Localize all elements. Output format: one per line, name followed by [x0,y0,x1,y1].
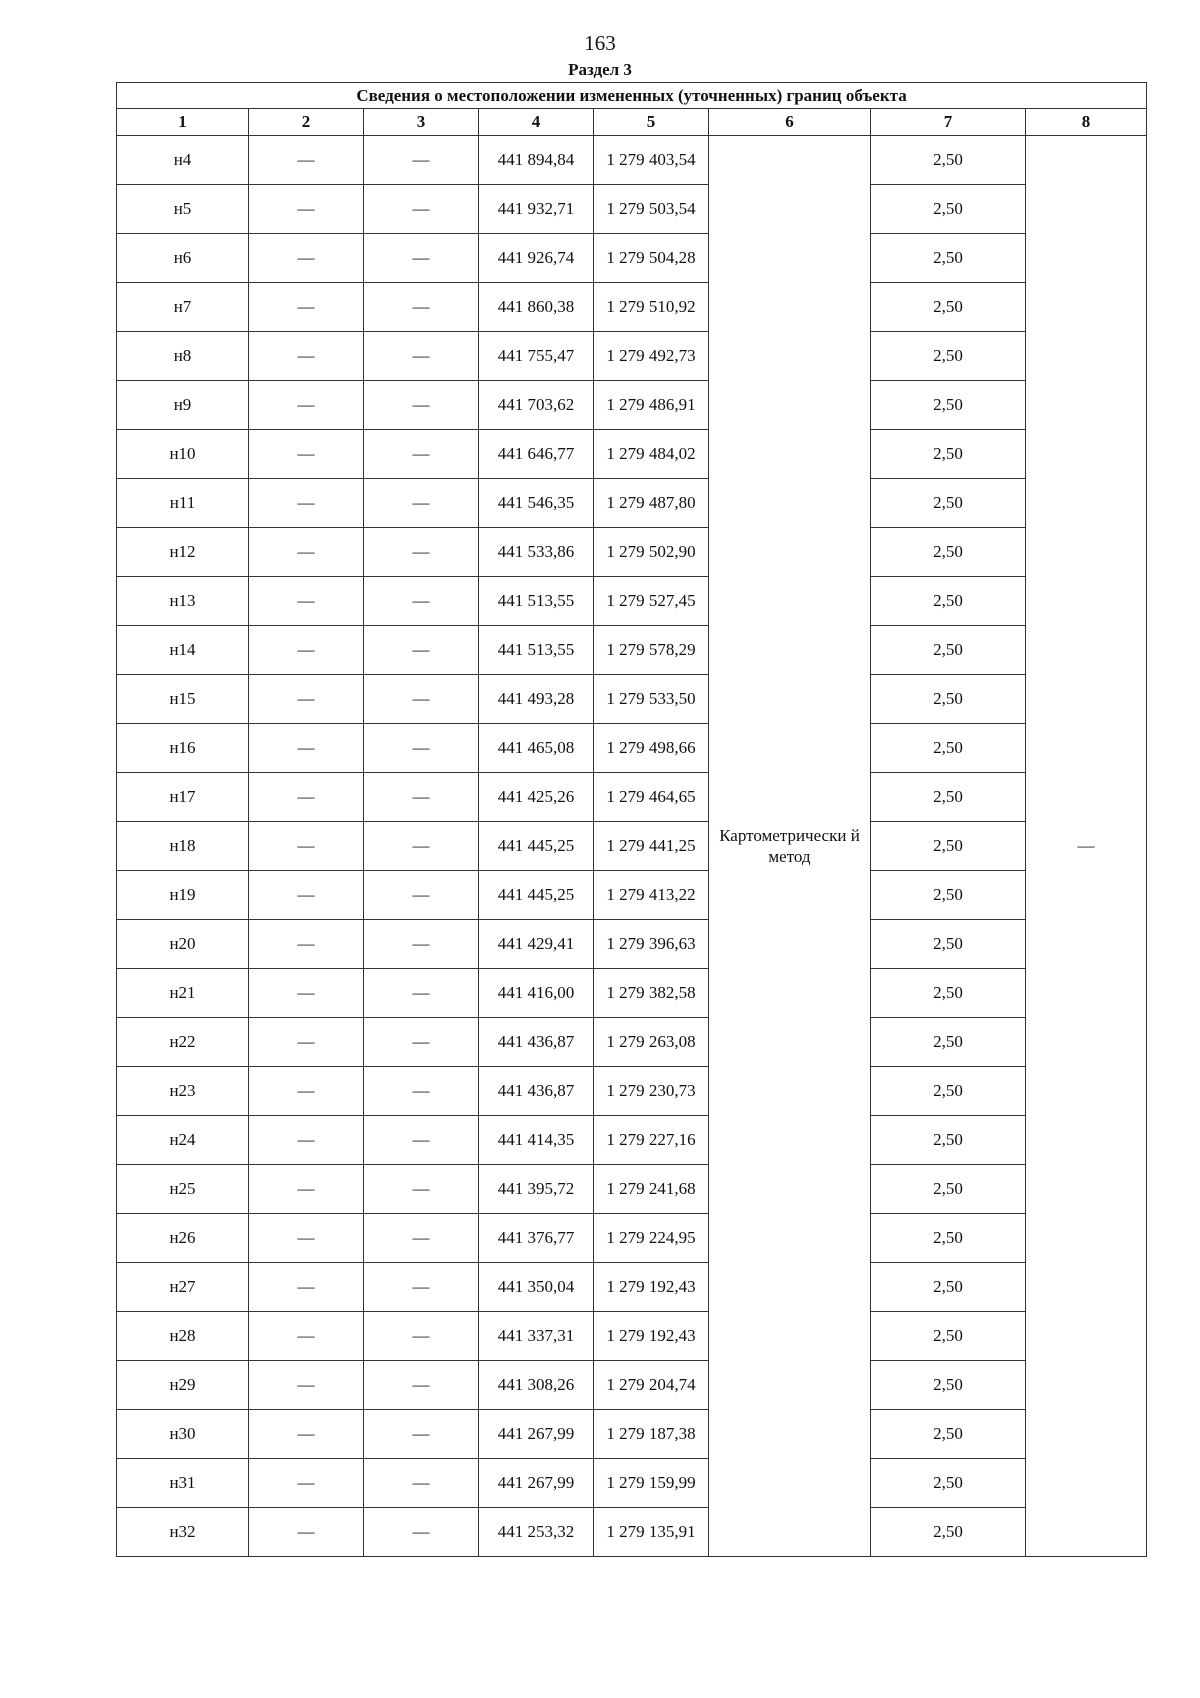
point-number-cell: н26 [117,1214,249,1263]
point-number-cell: н7 [117,283,249,332]
column-3-cell: — [364,185,479,234]
column-3-cell: — [364,1214,479,1263]
page-number: 163 [584,31,616,55]
coordinate-y-cell: 1 279 492,73 [594,332,709,381]
accuracy-cell: 2,50 [871,675,1026,724]
point-number-cell: н15 [117,675,249,724]
column-3-cell: — [364,822,479,871]
column-3-cell: — [364,528,479,577]
column-3-cell: — [364,1459,479,1508]
accuracy-cell: 2,50 [871,1459,1026,1508]
coordinate-y-cell: 1 279 241,68 [594,1165,709,1214]
column-2-cell: — [249,1312,364,1361]
accuracy-cell: 2,50 [871,1361,1026,1410]
table-row [117,871,1147,920]
column-8-cell: — [1026,136,1147,1557]
column-2-cell: — [249,430,364,479]
accuracy-cell: 2,50 [871,283,1026,332]
column-2-cell: — [249,822,364,871]
column-3-cell: — [364,724,479,773]
point-number-cell: н11 [117,479,249,528]
coordinate-x-cell: 441 932,71 [479,185,594,234]
table-row [117,1165,1147,1214]
coordinate-x-cell: 441 436,87 [479,1067,594,1116]
table-row [117,626,1147,675]
column-3-cell: — [364,1312,479,1361]
point-number-cell: н13 [117,577,249,626]
method-cell: Картометрически й метод [709,136,871,1557]
point-number-cell: н23 [117,1067,249,1116]
point-number-cell: н19 [117,871,249,920]
accuracy-cell: 2,50 [871,920,1026,969]
point-number-cell: н6 [117,234,249,283]
accuracy-cell: 2,50 [871,1067,1026,1116]
column-3-cell: — [364,871,479,920]
coordinate-x-cell: 441 445,25 [479,871,594,920]
table-row [117,969,1147,1018]
column-2-cell: — [249,1018,364,1067]
column-number-1: 1 [117,109,249,136]
table-row [117,577,1147,626]
table-row [117,381,1147,430]
coordinate-y-cell: 1 279 263,08 [594,1018,709,1067]
column-number-2: 2 [249,109,364,136]
coordinate-y-cell: 1 279 192,43 [594,1263,709,1312]
column-3-cell: — [364,969,479,1018]
table-row [117,479,1147,528]
table-body [117,83,1147,1557]
coordinate-y-cell: 1 279 578,29 [594,626,709,675]
table-caption-row [117,83,1147,109]
accuracy-cell: 2,50 [871,773,1026,822]
column-3-cell: — [364,430,479,479]
coordinate-x-cell: 441 350,04 [479,1263,594,1312]
coordinate-y-cell: 1 279 504,28 [594,234,709,283]
coordinate-x-cell: 441 703,62 [479,381,594,430]
column-2-cell: — [249,528,364,577]
point-number-cell: н20 [117,920,249,969]
point-number-cell: н25 [117,1165,249,1214]
point-number-cell: н24 [117,1116,249,1165]
coordinate-y-cell: 1 279 487,80 [594,479,709,528]
column-number-8: 8 [1026,109,1147,136]
coordinate-x-cell: 441 445,25 [479,822,594,871]
column-3-cell: — [364,1116,479,1165]
point-number-cell: н32 [117,1508,249,1557]
column-3-cell: — [364,1410,479,1459]
accuracy-cell: 2,50 [871,381,1026,430]
column-3-cell: — [364,1508,479,1557]
column-number-3: 3 [364,109,479,136]
point-number-cell: н31 [117,1459,249,1508]
point-number-cell: н30 [117,1410,249,1459]
coordinate-x-cell: 441 395,72 [479,1165,594,1214]
point-number-cell: н14 [117,626,249,675]
column-2-cell: — [249,1361,364,1410]
column-2-cell: — [249,773,364,822]
column-2-cell: — [249,626,364,675]
column-2-cell: — [249,871,364,920]
column-2-cell: — [249,675,364,724]
table-row [117,724,1147,773]
point-number-cell: н5 [117,185,249,234]
column-number-5: 5 [594,109,709,136]
accuracy-cell: 2,50 [871,332,1026,381]
coordinate-x-cell: 441 926,74 [479,234,594,283]
column-2-cell: — [249,136,364,185]
column-2-cell: — [249,234,364,283]
column-2-cell: — [249,1116,364,1165]
point-number-cell: н10 [117,430,249,479]
column-2-cell: — [249,1508,364,1557]
point-number-cell: н28 [117,1312,249,1361]
coordinate-y-cell: 1 279 159,99 [594,1459,709,1508]
coordinate-y-cell: 1 279 227,16 [594,1116,709,1165]
column-2-cell: — [249,1263,364,1312]
column-3-cell: — [364,1263,479,1312]
accuracy-cell: 2,50 [871,1116,1026,1165]
column-3-cell: — [364,920,479,969]
table-row [117,185,1147,234]
point-number-cell: н17 [117,773,249,822]
coordinate-y-cell: 1 279 224,95 [594,1214,709,1263]
coordinate-x-cell: 441 267,99 [479,1459,594,1508]
point-number-cell: н22 [117,1018,249,1067]
column-3-cell: — [364,1067,479,1116]
column-3-cell: — [364,675,479,724]
point-number-cell: н12 [117,528,249,577]
accuracy-cell: 2,50 [871,185,1026,234]
column-3-cell: — [364,381,479,430]
coordinate-y-cell: 1 279 230,73 [594,1067,709,1116]
accuracy-cell: 2,50 [871,1263,1026,1312]
coordinate-y-cell: 1 279 498,66 [594,724,709,773]
coordinate-x-cell: 441 416,00 [479,969,594,1018]
coordinate-y-cell: 1 279 382,58 [594,969,709,1018]
column-2-cell: — [249,969,364,1018]
point-number-cell: н18 [117,822,249,871]
column-3-cell: — [364,479,479,528]
coordinate-y-cell: 1 279 204,74 [594,1361,709,1410]
accuracy-cell: 2,50 [871,1312,1026,1361]
column-3-cell: — [364,577,479,626]
section-title: Раздел 3 [568,60,632,79]
column-2-cell: — [249,1214,364,1263]
coordinate-x-cell: 441 533,86 [479,528,594,577]
table-row [117,1018,1147,1067]
column-2-cell: — [249,283,364,332]
point-number-cell: н9 [117,381,249,430]
table-row [117,332,1147,381]
accuracy-cell: 2,50 [871,871,1026,920]
accuracy-cell: 2,50 [871,1018,1026,1067]
coordinate-y-cell: 1 279 527,45 [594,577,709,626]
coordinate-x-cell: 441 376,77 [479,1214,594,1263]
coordinate-x-cell: 441 860,38 [479,283,594,332]
table-row [117,822,1147,871]
table-row [117,1067,1147,1116]
point-number-cell: н8 [117,332,249,381]
coordinate-y-cell: 1 279 396,63 [594,920,709,969]
coordinate-y-cell: 1 279 484,02 [594,430,709,479]
column-number-7: 7 [871,109,1026,136]
table-row [117,1263,1147,1312]
column-3-cell: — [364,234,479,283]
coordinate-x-cell: 441 465,08 [479,724,594,773]
coordinate-x-cell: 441 267,99 [479,1410,594,1459]
column-2-cell: — [249,479,364,528]
coordinate-x-cell: 441 493,28 [479,675,594,724]
table-row [117,1410,1147,1459]
coordinate-x-cell: 441 414,35 [479,1116,594,1165]
column-2-cell: — [249,1410,364,1459]
coordinate-y-cell: 1 279 413,22 [594,871,709,920]
coordinate-y-cell: 1 279 533,50 [594,675,709,724]
accuracy-cell: 2,50 [871,1214,1026,1263]
coordinate-y-cell: 1 279 503,54 [594,185,709,234]
coordinate-x-cell: 441 436,87 [479,1018,594,1067]
accuracy-cell: 2,50 [871,136,1026,185]
coordinate-y-cell: 1 279 403,54 [594,136,709,185]
column-number-row [117,109,1147,136]
column-2-cell: — [249,577,364,626]
accuracy-cell: 2,50 [871,724,1026,773]
column-3-cell: — [364,773,479,822]
coordinate-y-cell: 1 279 135,91 [594,1508,709,1557]
table-row [117,920,1147,969]
table-row [117,283,1147,332]
accuracy-cell: 2,50 [871,969,1026,1018]
coordinate-y-cell: 1 279 187,38 [594,1410,709,1459]
coordinate-x-cell: 441 425,26 [479,773,594,822]
table-row [117,234,1147,283]
column-3-cell: — [364,283,479,332]
column-number-6: 6 [709,109,871,136]
coordinate-x-cell: 441 755,47 [479,332,594,381]
coordinate-x-cell: 441 513,55 [479,626,594,675]
accuracy-cell: 2,50 [871,479,1026,528]
column-3-cell: — [364,1018,479,1067]
coordinate-x-cell: 441 646,77 [479,430,594,479]
table-caption: Сведения о местоположении измененных (уточненных) границ объекта [117,83,1147,109]
table-row [117,1214,1147,1263]
coordinate-x-cell: 441 253,32 [479,1508,594,1557]
table-row [117,675,1147,724]
coordinate-y-cell: 1 279 486,91 [594,381,709,430]
coordinate-x-cell: 441 337,31 [479,1312,594,1361]
table-row [117,773,1147,822]
column-3-cell: — [364,136,479,185]
accuracy-cell: 2,50 [871,1410,1026,1459]
accuracy-cell: 2,50 [871,430,1026,479]
coordinate-y-cell: 1 279 502,90 [594,528,709,577]
column-3-cell: — [364,1361,479,1410]
column-2-cell: — [249,1165,364,1214]
column-3-cell: — [364,626,479,675]
coordinate-x-cell: 441 513,55 [479,577,594,626]
column-2-cell: — [249,920,364,969]
column-2-cell: — [249,381,364,430]
accuracy-cell: 2,50 [871,577,1026,626]
table-row [117,528,1147,577]
coordinate-x-cell: 441 308,26 [479,1361,594,1410]
column-2-cell: — [249,1067,364,1116]
table-row [117,136,1147,185]
coordinate-y-cell: 1 279 510,92 [594,283,709,332]
column-3-cell: — [364,332,479,381]
coordinate-y-cell: 1 279 464,65 [594,773,709,822]
point-number-cell: н29 [117,1361,249,1410]
coordinate-y-cell: 1 279 192,43 [594,1312,709,1361]
column-3-cell: — [364,1165,479,1214]
coordinates-table [116,82,1147,1557]
accuracy-cell: 2,50 [871,822,1026,871]
column-2-cell: — [249,1459,364,1508]
table-row [117,1312,1147,1361]
point-number-cell: н21 [117,969,249,1018]
table-row [117,1116,1147,1165]
coordinate-x-cell: 441 429,41 [479,920,594,969]
column-2-cell: — [249,724,364,773]
accuracy-cell: 2,50 [871,1165,1026,1214]
point-number-cell: н4 [117,136,249,185]
table-row [117,1508,1147,1557]
accuracy-cell: 2,50 [871,528,1026,577]
column-number-4: 4 [479,109,594,136]
point-number-cell: н16 [117,724,249,773]
accuracy-cell: 2,50 [871,234,1026,283]
coordinate-y-cell: 1 279 441,25 [594,822,709,871]
table-row [117,1361,1147,1410]
accuracy-cell: 2,50 [871,1508,1026,1557]
accuracy-cell: 2,50 [871,626,1026,675]
coordinate-x-cell: 441 894,84 [479,136,594,185]
table-row [117,430,1147,479]
point-number-cell: н27 [117,1263,249,1312]
table-row [117,1459,1147,1508]
column-2-cell: — [249,185,364,234]
coordinate-x-cell: 441 546,35 [479,479,594,528]
column-2-cell: — [249,332,364,381]
